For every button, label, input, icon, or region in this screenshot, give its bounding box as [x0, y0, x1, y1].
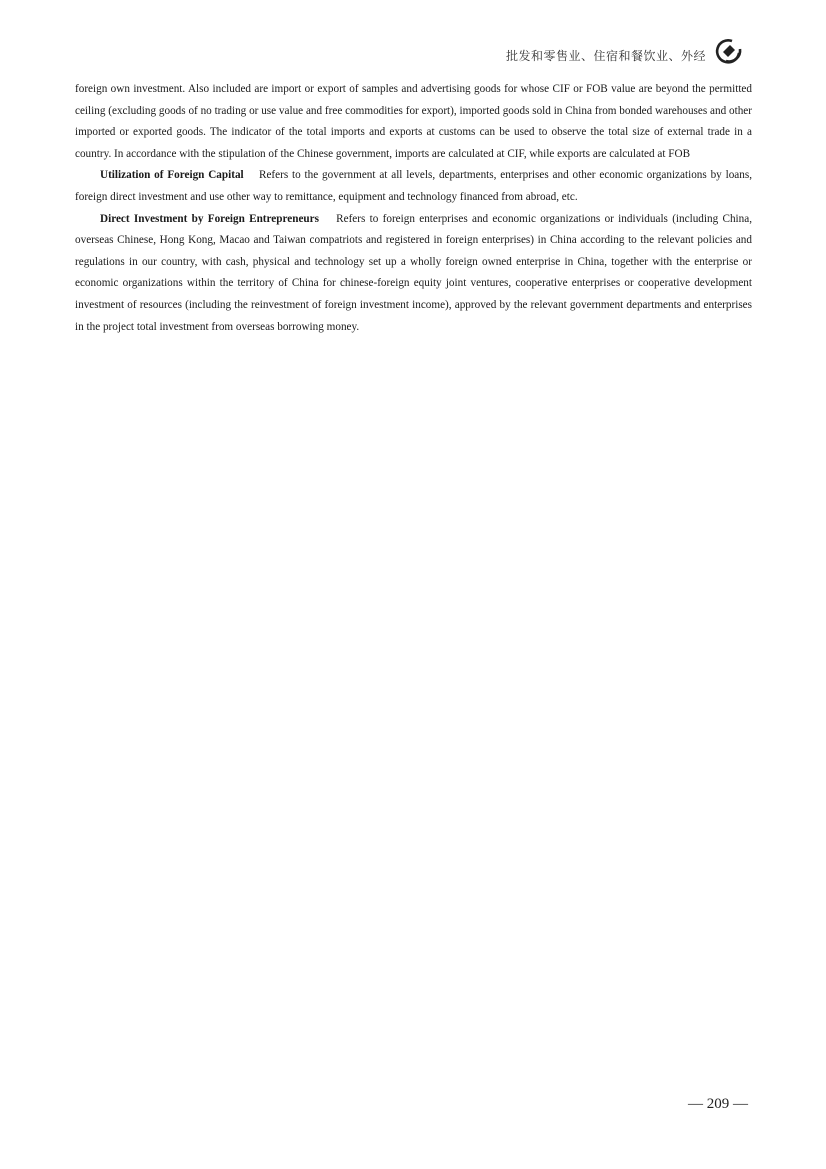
page-number: — 209 — [688, 1096, 748, 1112]
term-definition: Refers to foreign enterprises and economic organizations or individuals (including China, overseas Chinese, Hong Kong, Macao and Taiwan compatriots and registered in foreign enterprises) in China according to the relevant policies and regulations in our country, with cash, physical and technology set up a wholly foreign owned enterprise in China, together with the enterprise or economic organizations within the territory of China for chinese-foreign equity joint ventures, cooperative enterprises or cooperative development investment of resources (including the reinvestment of foreign investment income), approved by the relevant government departments and enterprises in the project total investment from overseas borrowing money. [75, 212, 753, 333]
chapter-title: 批发和零售业、住宿和餐饮业、外经 [505, 49, 706, 63]
paragraph-continuation: foreign own investment. Also included are import or export of samples and advertising goods for whose CIF or FOB value are beyond the permitted ceiling (excluding goods of no trading or use value and free commodities for export), imported goods sold in China from bonded warehouses and other imported or exported goods. The indicator of the total imports and exports at customs can be used to observe the total size of external trade in a country. In accordance with the stipulation of the Chinese government, imports are calculated at CIF, while exports are calculated at FOB [75, 83, 752, 160]
definition-foreign-capital [75, 165, 752, 208]
term-definition: Refers to the government at all levels, departments, enterprises and other economic organizations by loans, foreign direct investment and use other way to remittance, equipment and technology financed from abroad, etc. [75, 169, 753, 203]
term-heading: Direct Investment by Foreign Entrepreneurs [100, 212, 319, 225]
running-header [506, 36, 744, 66]
definition-direct-investment [75, 209, 752, 339]
term-heading: Utilization of Foreign Capital [100, 169, 244, 182]
page-body [75, 79, 752, 338]
statistics-logo-icon [714, 36, 744, 66]
